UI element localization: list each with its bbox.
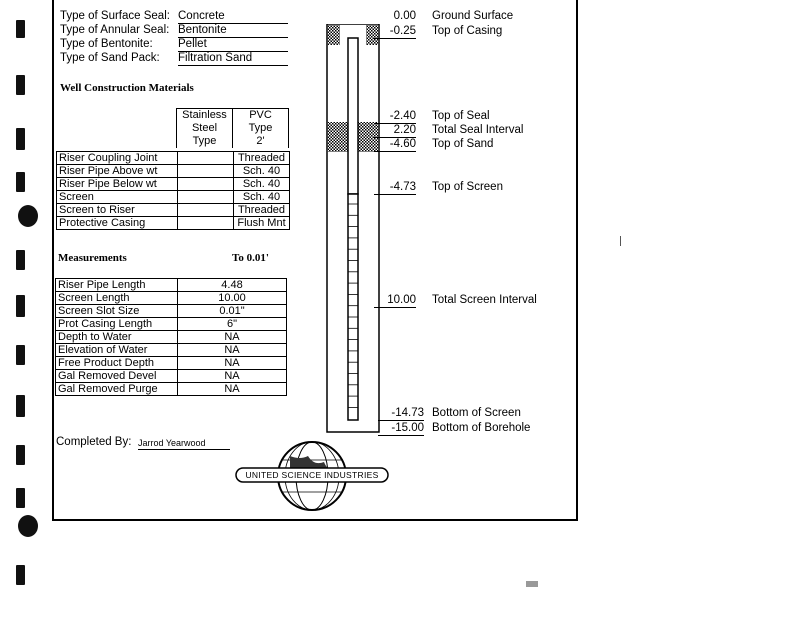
- top-of-casing-label: Top of Casing: [432, 25, 503, 37]
- top-of-sand-value: -4.60: [374, 138, 416, 152]
- pvc-cell: Sch. 40: [234, 191, 290, 204]
- punch-hole: [16, 488, 25, 508]
- measurement-value: NA: [178, 370, 287, 383]
- table-row: [57, 152, 290, 165]
- measurement-value: NA: [178, 331, 287, 344]
- table-row: [56, 292, 287, 305]
- table-row: [56, 331, 287, 344]
- bottom-of-screen-value: -14.73: [378, 407, 424, 421]
- measurement-value: 6": [178, 318, 287, 331]
- ss-cell: [178, 191, 234, 204]
- table-row: [56, 305, 287, 318]
- top-of-seal-label: Top of Seal: [432, 110, 490, 122]
- table-row: [57, 165, 290, 178]
- total-screen-interval-value: 10.00: [374, 294, 416, 308]
- pvc-header-line: Type: [248, 122, 273, 134]
- ss-cell: [178, 178, 234, 191]
- well-diagram-drawing: [326, 24, 380, 434]
- ss-cell: [178, 204, 234, 217]
- well-diagram: [326, 24, 380, 434]
- ss-header-line: Stainless: [182, 109, 227, 121]
- ss-header-line: Steel: [191, 122, 218, 134]
- measurement-value: NA: [178, 344, 287, 357]
- surface-seal-value: Concrete: [178, 10, 288, 24]
- punch-hole: [16, 250, 25, 270]
- measurement-name: Riser Pipe Length: [56, 279, 178, 292]
- total-seal-interval-value: 2.20: [374, 124, 416, 138]
- materials-col-headers: [176, 108, 289, 148]
- total-screen-interval-label: Total Screen Interval: [432, 294, 537, 306]
- measurement-value: NA: [178, 357, 287, 370]
- surface-seal-label: Type of Surface Seal:: [60, 10, 170, 22]
- logo-text: UNITED SCIENCE INDUSTRIES: [245, 470, 379, 480]
- punch-hole-round: [18, 515, 38, 537]
- materials-table: [56, 151, 290, 230]
- punch-hole: [16, 128, 25, 150]
- material-name: Riser Pipe Below wt: [57, 178, 178, 191]
- materials-heading: Well Construction Materials: [60, 82, 194, 94]
- total-seal-interval-label: Total Seal Interval: [432, 124, 524, 136]
- annular-seal-value: Bentonite: [178, 24, 288, 38]
- punch-hole: [16, 565, 25, 585]
- table-row: [57, 204, 290, 217]
- ss-cell: [178, 152, 234, 165]
- punch-hole: [16, 445, 25, 465]
- measurement-value: 0.01": [178, 305, 287, 318]
- completed-by-name: Jarrod Yearwood: [138, 437, 230, 450]
- top-of-screen-value: -4.73: [374, 181, 416, 195]
- measurement-name: Screen Slot Size: [56, 305, 178, 318]
- ss-header-line: Type: [192, 135, 217, 147]
- measurement-name: Gal Removed Devel: [56, 370, 178, 383]
- measurements-table: [55, 278, 287, 396]
- measurements-unit: To 0.01': [232, 252, 269, 264]
- punch-hole: [16, 345, 25, 365]
- sand-pack-label: Type of Sand Pack:: [60, 52, 160, 64]
- table-row: [56, 383, 287, 396]
- pvc-cell: Threaded: [234, 152, 290, 165]
- bottom-of-screen-label: Bottom of Screen: [432, 407, 521, 419]
- material-name: Riser Coupling Joint: [57, 152, 178, 165]
- punch-hole: [16, 172, 25, 192]
- punch-hole: [16, 395, 25, 417]
- pvc-cell: Sch. 40: [234, 165, 290, 178]
- table-row: [56, 357, 287, 370]
- pvc-cell: Sch. 40: [234, 178, 290, 191]
- top-of-seal-value: -2.40: [374, 110, 416, 124]
- table-row: [56, 344, 287, 357]
- ground-surface-value: 0.00: [393, 10, 416, 22]
- pvc-header-line: PVC: [249, 109, 272, 121]
- measurement-name: Gal Removed Purge: [56, 383, 178, 396]
- measurement-value: 4.48: [178, 279, 287, 292]
- bottom-of-borehole-value: -15.00: [378, 422, 424, 436]
- table-row: [57, 191, 290, 204]
- bentonite-value: Pellet: [178, 38, 288, 52]
- company-logo: [232, 438, 392, 514]
- bottom-of-borehole-label: Bottom of Borehole: [432, 422, 531, 434]
- ss-cell: [178, 217, 234, 230]
- table-row: [56, 279, 287, 292]
- pvc-header-line: 2': [256, 135, 265, 147]
- ss-header: [177, 109, 233, 149]
- scan-speck: [526, 581, 538, 587]
- measurement-name: Depth to Water: [56, 331, 178, 344]
- material-name: Protective Casing: [57, 217, 178, 230]
- top-of-screen-label: Top of Screen: [432, 181, 503, 193]
- scan-speck: [620, 236, 621, 246]
- measurements-heading: Measurements: [58, 252, 127, 264]
- measurement-name: Prot Casing Length: [56, 318, 178, 331]
- top-of-sand-label: Top of Sand: [432, 138, 494, 150]
- material-name: Riser Pipe Above wt: [57, 165, 178, 178]
- measurement-name: Elevation of Water: [56, 344, 178, 357]
- measurement-value: NA: [178, 383, 287, 396]
- measurement-name: Free Product Depth: [56, 357, 178, 370]
- pvc-cell: Threaded: [234, 204, 290, 217]
- completed-by-label: Completed By:: [56, 436, 132, 448]
- pvc-cell: Flush Mnt: [234, 217, 290, 230]
- table-row: [56, 318, 287, 331]
- table-row: [57, 217, 290, 230]
- table-row: [57, 178, 290, 191]
- measurement-name: Screen Length: [56, 292, 178, 305]
- ground-surface-label: Ground Surface: [432, 10, 514, 22]
- pvc-header: [233, 109, 289, 149]
- material-name: Screen to Riser: [57, 204, 178, 217]
- punch-hole: [16, 20, 25, 38]
- bentonite-label: Type of Bentonite:: [60, 38, 153, 50]
- punch-hole: [16, 75, 25, 95]
- sand-pack-value: Filtration Sand: [178, 52, 288, 66]
- table-row: [56, 370, 287, 383]
- annular-seal-label: Type of Annular Seal:: [60, 24, 170, 36]
- ss-cell: [178, 165, 234, 178]
- punch-hole-round: [18, 205, 38, 227]
- top-of-casing-value: -0.25: [374, 25, 416, 39]
- measurement-value: 10.00: [178, 292, 287, 305]
- material-name: Screen: [57, 191, 178, 204]
- punch-hole: [16, 295, 25, 317]
